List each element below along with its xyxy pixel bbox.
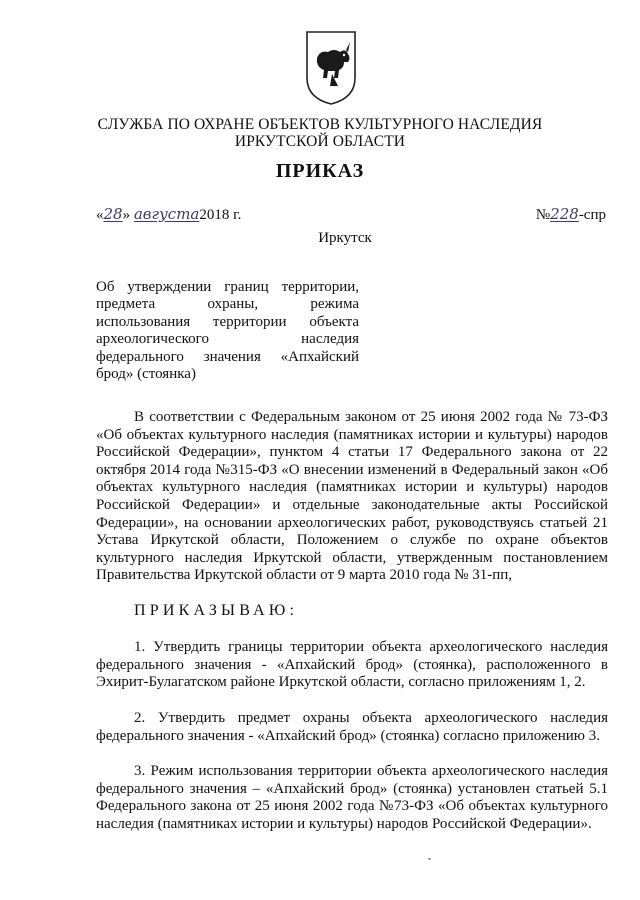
date-day-handwritten: 28 — [103, 205, 123, 223]
number-prefix: № — [535, 207, 551, 223]
order-item-1: 1. Утвердить границы территории объекта археологического наследия федерального значения - «Апхайский брод» (стоянка), расположенного в Эхирит-Булагатском районе Иркутской области, согласно приложениям 1, 2. — [96, 639, 608, 691]
document-subject: Об утверждении границ территории, предмета охраны, режима использования территории объекта археологического наследия федерального значения «Апхайский брод» (стоянка) — [96, 279, 359, 383]
organization-name-line1: СЛУЖБА ПО ОХРАНЕ ОБЪЕКТОВ КУЛЬТУРНОГО НАСЛЕДИЯ — [97, 116, 543, 133]
document-city: Иркутск — [318, 230, 372, 246]
number-suffix: -спр — [578, 207, 606, 223]
date-month-handwritten: августа — [133, 205, 200, 223]
document-date — [96, 205, 241, 224]
date-year: 2018 г. — [199, 207, 242, 223]
preamble-paragraph: В соответствии с Федеральным законом от 25 июня 2002 года № 73-ФЗ «Об объектах культурного наследия (памятниках истории и культуры) народов Российской Федерации», пунктом 4 статьи 17 Федерального закона от 22 октября 2014 года №315-ФЗ «О внесении изменений в Федеральный закон «Об объектах культурного наследия (памятниках истории и культуры) народов Российской Федерации» и отдельные законодательные акты Российской Федерации», на основании археологических работ, руководствуясь статьей 21 Устава Иркутской области, Положением о службе по охране объектов культурного наследия Иркутской области, утвержденным постановлением Правительства Иркутской области от 9 марта 2010 года № 31-пп, — [96, 409, 608, 584]
number-value-handwritten: 228 — [550, 205, 579, 223]
order-item-3: 3. Режим использования территории объекта археологического наследия федерального значения – «Апхайский брод» (стоянка) установлен статьей 5.1 Федерального закона от 25 июня 2002 года №73-ФЗ «Об объектах культурного наследия (памятниках истории и культуры) народов Российской Федерации». — [96, 763, 608, 832]
date-quote-close: » — [122, 207, 131, 223]
irkutsk-coat-of-arms-icon — [304, 28, 358, 106]
order-heading: ПРИКАЗЫВАЮ: — [134, 602, 299, 619]
scan-speck — [428, 858, 431, 860]
preamble — [96, 409, 608, 585]
document-title: ПРИКАЗ — [275, 160, 365, 182]
organization-name — [0, 116, 640, 150]
organization-name-line2: ИРКУТСКОЙ ОБЛАСТИ — [234, 133, 406, 150]
document-number — [536, 205, 606, 224]
date-quote-open: « — [96, 207, 104, 223]
order-item-2: 2. Утвердить предмет охраны объекта археологического наследия федерального значения - «Апхайский брод» (стоянка) согласно приложению 3. — [96, 710, 608, 744]
